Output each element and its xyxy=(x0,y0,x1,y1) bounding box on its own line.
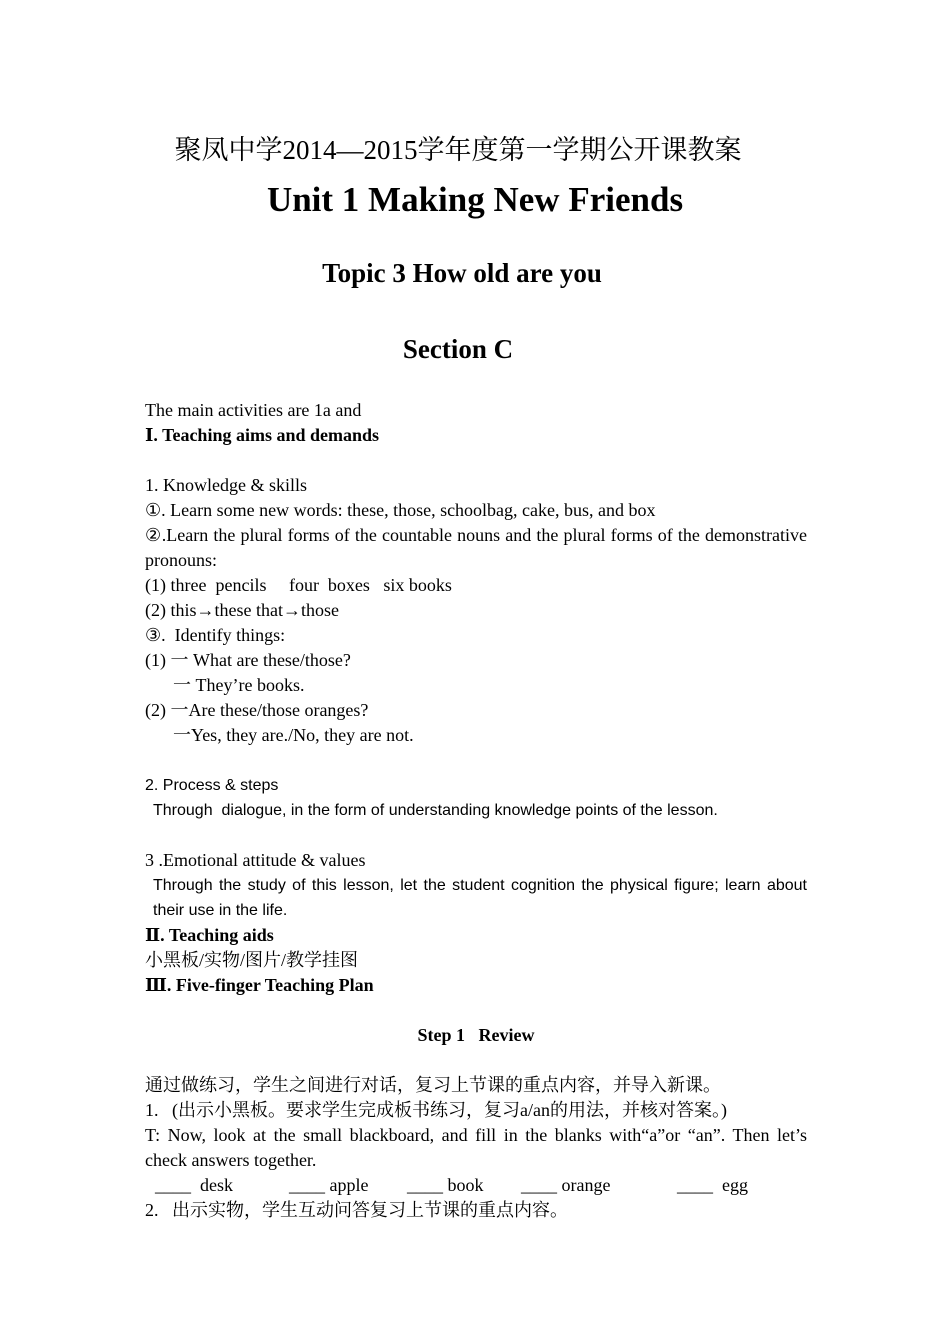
aims-heading: Ⅰ. Teaching aims and demands xyxy=(145,425,379,445)
lesson-body xyxy=(145,398,807,1223)
blank-desk: ____ desk xyxy=(155,1175,233,1195)
spacer xyxy=(145,998,807,1023)
spacer xyxy=(145,748,807,773)
plan-heading: Ⅲ. Five-finger Teaching Plan xyxy=(145,975,374,995)
emotion-text: Through the study of this lesson, let the student cognition the physical figure; learn about their use in the life. xyxy=(153,877,807,919)
dialogue-answer-2: 一Yes, they are./No, they are not. xyxy=(173,725,414,745)
school-header: 聚凤中学2014—2015学年度第一学期公开课教案 xyxy=(174,135,742,165)
knowledge-heading: 1. Knowledge & skills xyxy=(145,475,307,495)
intro-text: The main activities are 1a and xyxy=(145,400,362,420)
dialogue-question-2: (2) 一Are these/those oranges? xyxy=(145,700,369,720)
process-heading: 2. Process & steps xyxy=(145,777,279,794)
unit-title: Unit 1 Making New Friends xyxy=(266,180,684,219)
knowledge-item-3: ③. Identify things: xyxy=(145,625,286,645)
spacer xyxy=(145,448,807,473)
dialogue-answer-1: 一 They’re books. xyxy=(173,675,305,695)
knowledge-item-2: ②.Learn the plural forms of the countable nouns and the plural forms of the demonstrative pronouns: xyxy=(145,525,807,570)
step1-intro: 通过做练习，学生之间进行对话，复习上节课的重点内容，并导入新课。 xyxy=(145,1075,721,1095)
aids-text: 小黑板/实物/图片/教学挂图 xyxy=(145,950,359,970)
dialogue-question-1: (1) 一 What are these/those? xyxy=(145,650,351,670)
blank-orange: ____ orange xyxy=(521,1175,611,1195)
spacer xyxy=(145,823,807,848)
process-text: Through dialogue, in the form of understanding knowledge points of the lesson. xyxy=(153,802,718,819)
knowledge-example-2: (2) this→these that→those xyxy=(145,600,339,620)
topic-title: Topic 3 How old are you xyxy=(322,258,602,288)
aids-heading: Ⅱ. Teaching aids xyxy=(145,925,274,945)
fill-in-blanks-row xyxy=(145,1173,807,1198)
step1-title: Step 1 Review xyxy=(417,1025,535,1045)
spacer xyxy=(145,1048,807,1073)
section-title: Section C xyxy=(402,334,514,364)
step1-item-1: 1. (出示小黑板。要求学生完成板书练习，复习a/an的用法，并核对答案。) xyxy=(145,1100,727,1120)
blank-egg: ____ egg xyxy=(677,1175,748,1195)
step1-item-2: 2. 出示实物，学生互动问答复习上节课的重点内容。 xyxy=(145,1200,568,1220)
blank-apple: ____ apple xyxy=(289,1175,369,1195)
step1-teacher-instruction: T: Now, look at the small blackboard, and fill in the blanks with“a”or “an”. Then let’s check answers together. xyxy=(145,1125,807,1170)
knowledge-item-1: ①. Learn some new words: these, those, schoolbag, cake, bus, and box xyxy=(145,500,656,520)
knowledge-example-1: (1) three pencils four boxes six books xyxy=(145,575,452,595)
blank-book: ____ book xyxy=(407,1175,484,1195)
emotion-heading: 3 .Emotional attitude & values xyxy=(145,850,366,870)
